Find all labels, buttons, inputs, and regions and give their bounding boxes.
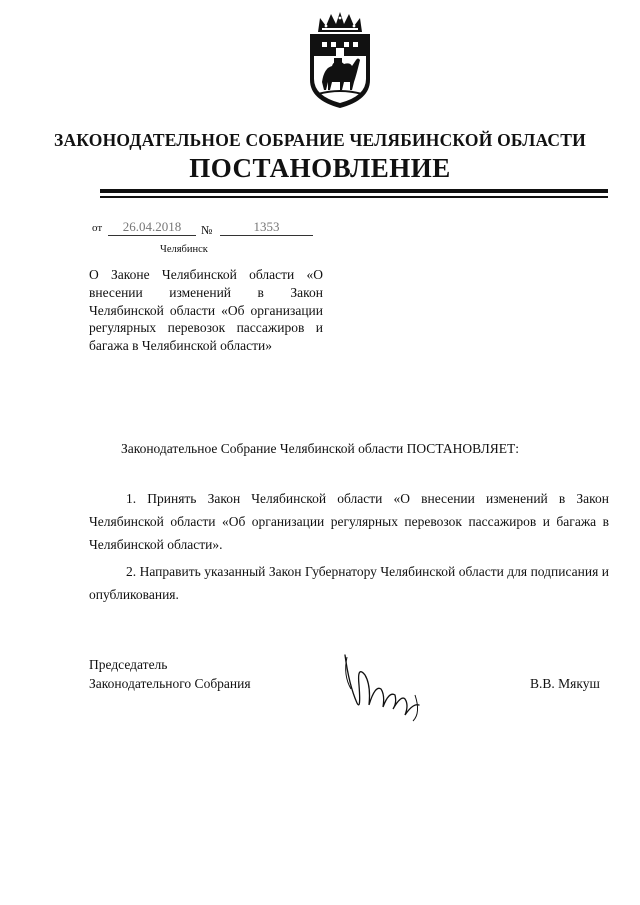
- header-divider-thick: [100, 189, 608, 193]
- handwritten-signature: [335, 645, 435, 725]
- resolution-paragraph-1: 1. Принять Закон Челябинской области «О внесении изменений в Закон Челябинской области «Об организации регулярных перевозок пассажиров и багажа в Челябинской области».: [89, 491, 609, 552]
- signatory-name: В.В. Мякуш: [530, 676, 600, 691]
- date-prefix-label: от: [92, 222, 103, 234]
- resolution-paragraph-2: 2. Направить указанный Закон Губернатору Челябинской области для подписания и опубликования.: [89, 564, 609, 602]
- coat-of-arms-icon: [300, 10, 380, 110]
- header-divider-thin: [100, 196, 608, 198]
- resolution-statement: Законодательное Собрание Челябинской области ПОСТАНОВЛЯЕТ:: [120, 441, 520, 456]
- signatory-role-line-1: Председатель: [89, 657, 168, 672]
- document-date: 26.04.2018: [108, 218, 196, 236]
- document-city: Челябинск: [160, 244, 208, 255]
- organization-title: ЗАКОНОДАТЕЛЬНОЕ СОБРАНИЕ ЧЕЛЯБИНСКОЙ ОБЛАСТИ: [54, 130, 586, 150]
- document-subject: О Законе Челябинской области «О внесении изменений в Закон Челябинской области «Об организации регулярных перевозок пассажиров и багажа в Челябинской области»: [89, 267, 323, 354]
- document-type-title: ПОСТАНОВЛЕНИЕ: [189, 153, 451, 183]
- signatory-role-line-2: Законодательного Собрания: [89, 676, 251, 691]
- document-number-label: №: [201, 223, 213, 237]
- document-number: 1353: [220, 218, 313, 236]
